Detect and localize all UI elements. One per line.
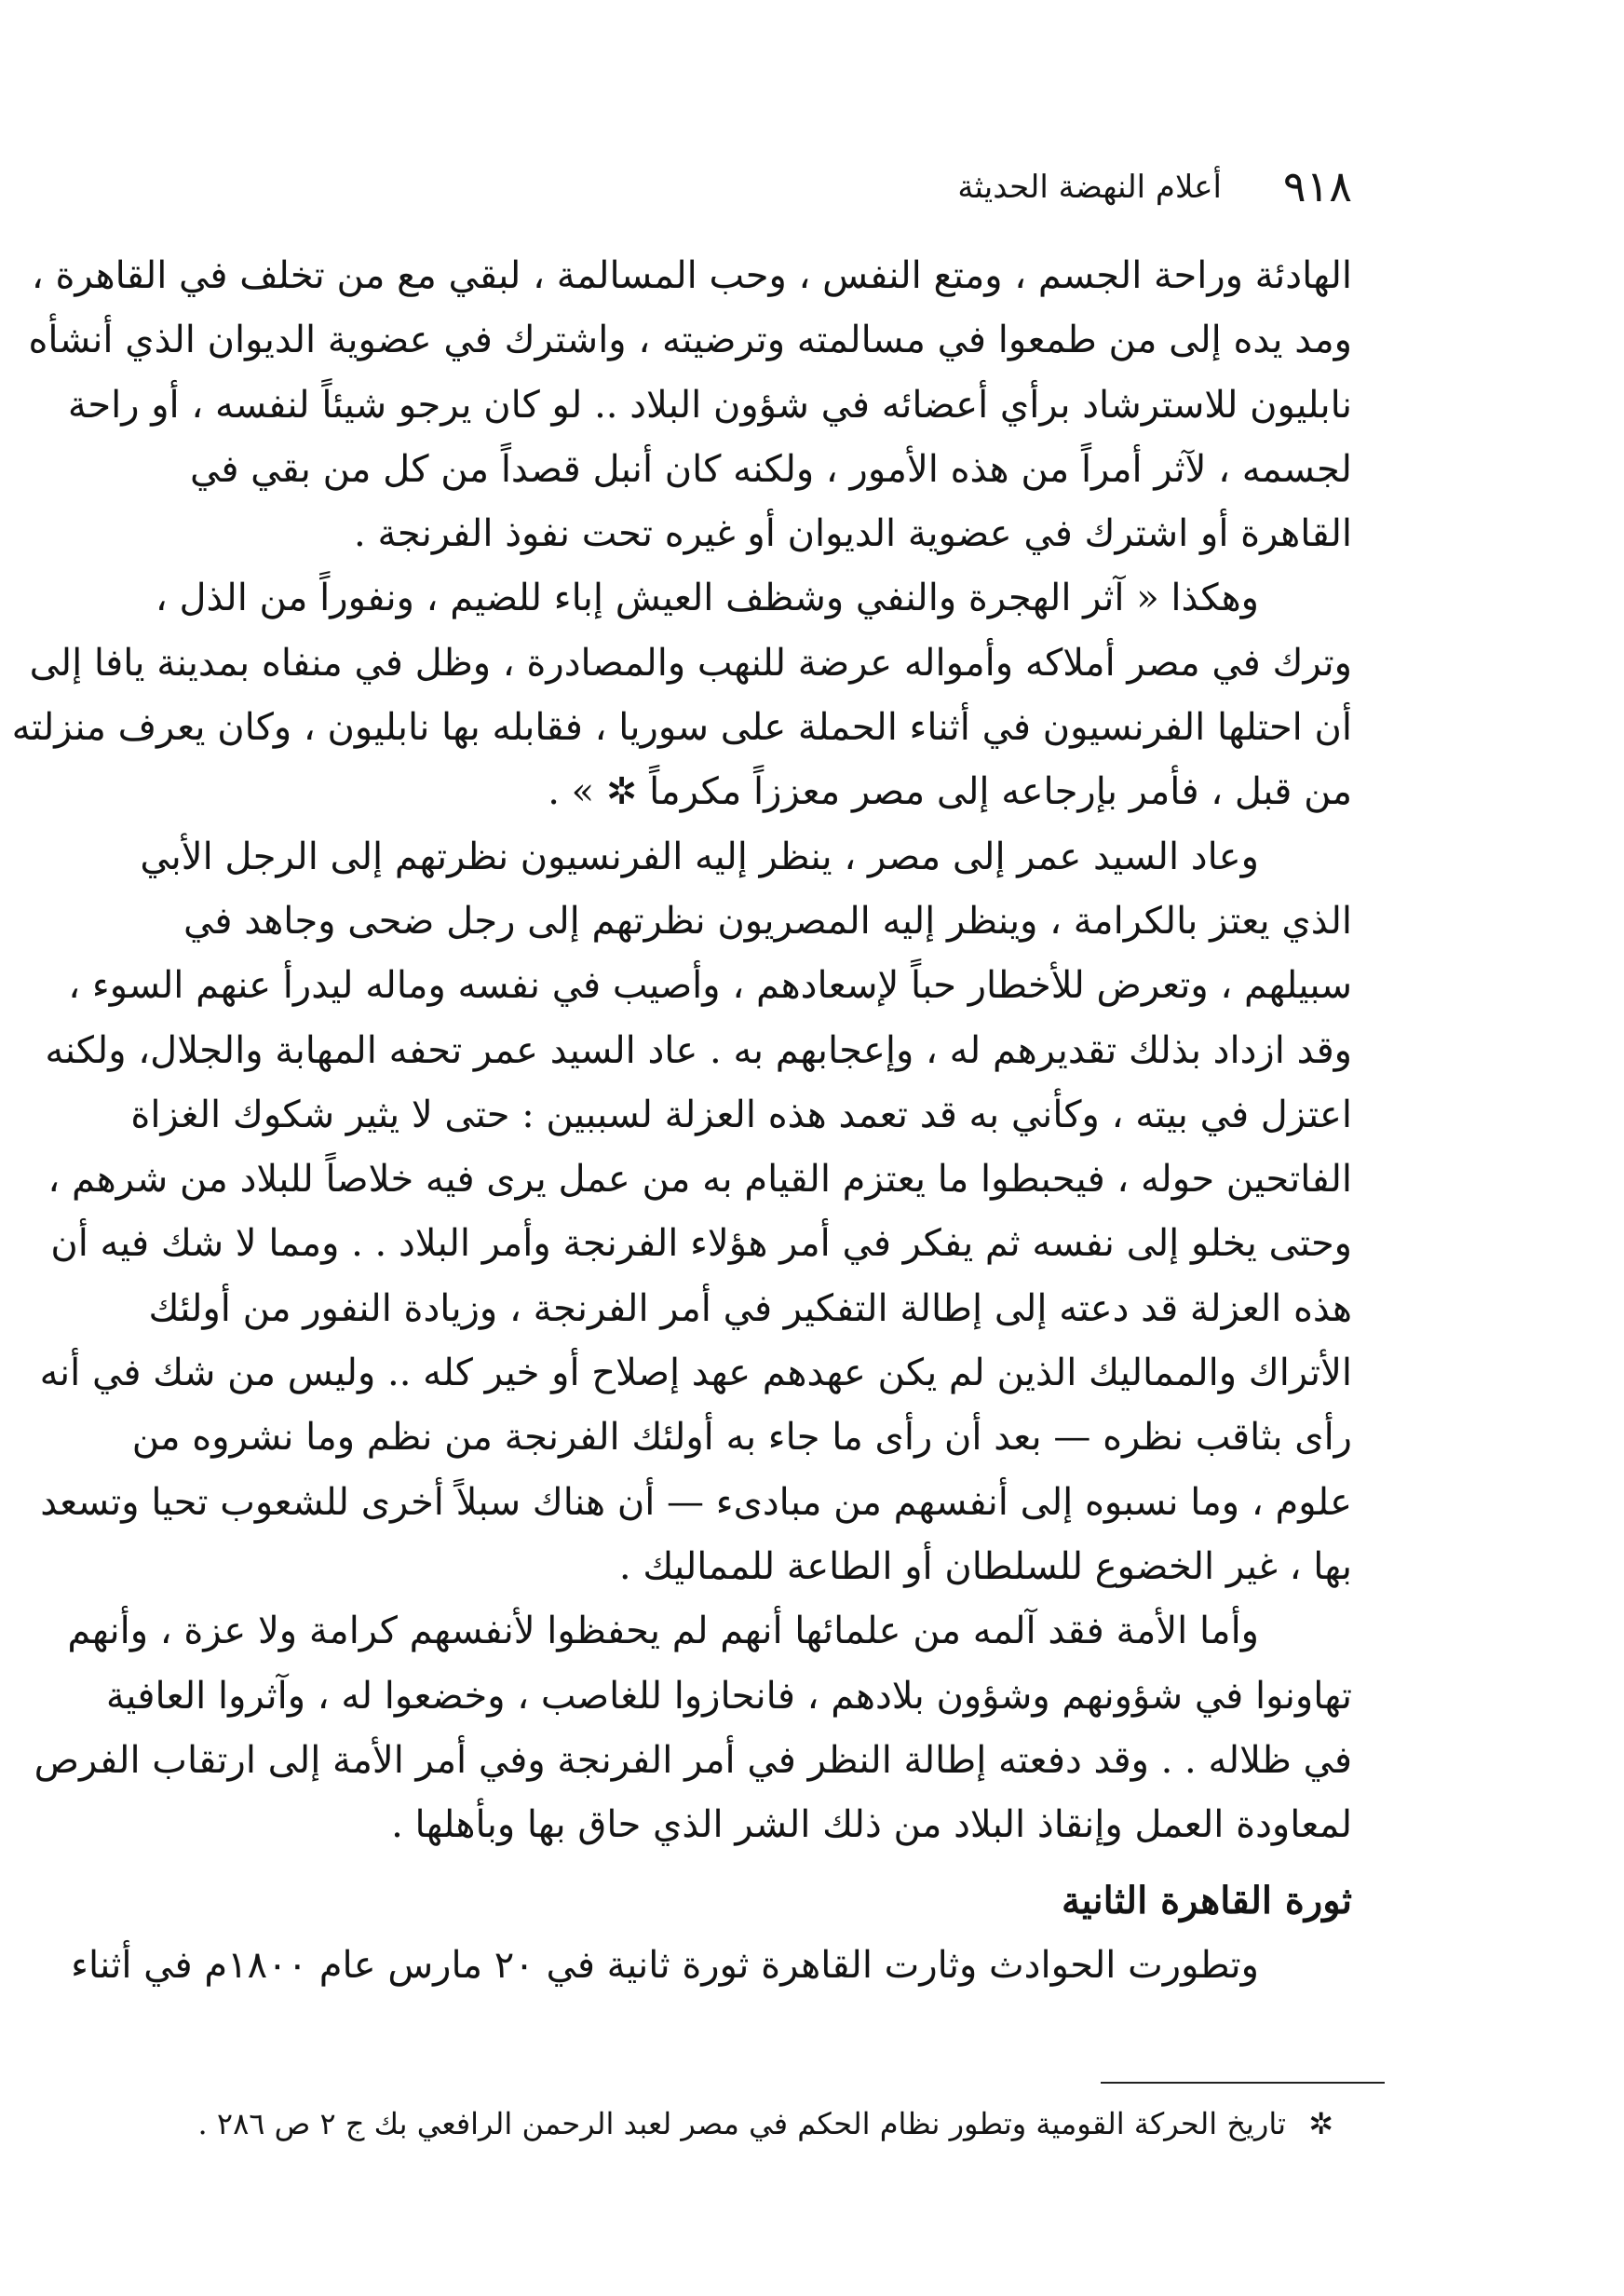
- paragraph: [71, 1934, 1352, 1998]
- footnote-text: تاريخ الحركة القومية وتطور نظام الحكم في مصر لعبد الرحمن الرافعي بك ج ٢ ص ٢٨٦ .: [197, 2106, 1287, 2141]
- page-number: ٩١٨: [1282, 161, 1352, 211]
- paragraph: [34, 1599, 1352, 1857]
- text-line: الهادئة وراحة الجسم ، ومتع النفس ، وحب المسالمة ، لبقي مع من تخلف في القاهرة ،: [31, 254, 1352, 297]
- running-header: [239, 158, 1352, 214]
- text-line: بها ، غير الخضوع للسلطان أو الطاعة للمماليك .: [618, 1544, 1352, 1588]
- text-line: الفاتحين حوله ، فيحبطوا ما يعتزم القيام به من عمل يرى فيه خلاصاً للبلاد من شرهم ،: [47, 1158, 1352, 1202]
- text-line: في ظلاله . . وقد دفعته إطالة النظر في أمر الفرنجة وفي أمر الأمة إلى ارتقاب الفرص: [34, 1738, 1352, 1782]
- paragraph: [28, 244, 1352, 566]
- text-line: رأى بثاقب نظره — بعد أن رأى ما جاء به أولئك الفرنجة من نظم وما نشروه من: [131, 1416, 1352, 1460]
- text-line: نابليون للاسترشاد برأي أعضائه في شؤون البلاد .. لو كان يرجو شيئاً لنفسه ، أو راحة: [67, 383, 1352, 427]
- paragraph: [39, 825, 1352, 1600]
- text-line: وهكذا « آثر الهجرة والنفي وشظف العيش إباء للضيم ، ونفوراً من الذل ،: [155, 577, 1259, 620]
- text-line: ومد يده إلى من طمعوا في مسالمته وترضيته ، واشترك في عضوية الديوان الذي أنشأه: [28, 319, 1352, 362]
- footnote: [197, 2098, 1333, 2150]
- section-heading: ثورة القاهرة الثانية: [1062, 1879, 1352, 1923]
- text-line: وتطورت الحوادث وثارت القاهرة ثورة ثانية في ٢٠ مارس عام ١٨٠٠م في أثناء: [71, 1943, 1259, 1987]
- main-text: [11, 244, 1352, 1998]
- footnote-divider: [1101, 2082, 1385, 2084]
- running-title: أعلام النهضة الحديثة: [957, 169, 1222, 206]
- text-line: القاهرة أو اشترك في عضوية الديوان أو غيره تحت نفوذ الفرنجة .: [354, 512, 1352, 556]
- footnote-marker: ✲: [1308, 2106, 1333, 2141]
- text-line: لمعاودة العمل وإنقاذ البلاد من ذلك الشر الذي حاق بها وبأهلها .: [391, 1803, 1352, 1847]
- text-line: اعتزل في بيته ، وكأني به قد تعمد هذه العزلة لسببين : حتى لا يثير شكوك الغزاة: [130, 1093, 1352, 1136]
- text-line: وأما الأمة فقد آلمه من علمائها أنهم لم يحفظوا لأنفسهم كرامة ولا عزة ، وأنهم: [67, 1610, 1259, 1653]
- text-line: الأتراك والمماليك الذين لم يكن عهدهم عهد إصلاح أو خير كله .. وليس من شك في أنه: [39, 1352, 1352, 1395]
- text-line: علوم ، وما نسبوه إلى أنفسهم من مبادىء — أن هناك سبلاً أخرى للشعوب تحيا وتسعد: [40, 1480, 1352, 1524]
- text-line: من قبل ، فأمر بإرجاعه إلى مصر معززاً مكرماً ✲ » .: [548, 770, 1352, 814]
- text-line: لجسمه ، لآثر أمراً من هذه الأمور ، ولكنه كان أنبل قصداً من كل من بقي في: [189, 447, 1352, 491]
- text-line: وعاد السيد عمر إلى مصر ، ينظر إليه الفرنسيون نظرتهم إلى الرجل الأبي: [140, 835, 1259, 878]
- text-line: الذي يعتز بالكرامة ، وينظر إليه المصريون نظرتهم إلى رجل ضحى وجاهد في: [183, 899, 1352, 943]
- text-line: وحتى يخلو إلى نفسه ثم يفكر في أمر هؤلاء الفرنجة وأمر البلاد . . ومما لا شك فيه أن: [50, 1222, 1352, 1266]
- text-line: تهاونوا في شؤونهم وشؤون بلادهم ، فانحازوا للغاصب ، وخضعوا له ، وآثروا العافية: [105, 1674, 1352, 1718]
- text-line: هذه العزلة قد دعته إلى إطالة التفكير في أمر الفرنجة ، وزيادة النفور من أولئك: [148, 1286, 1352, 1330]
- paragraph: [11, 566, 1352, 824]
- text-line: وقد ازداد بذلك تقديرهم له ، وإعجابهم به . عاد السيد عمر تحفه المهابة والجلال، ولكنه: [45, 1028, 1352, 1072]
- text-line: أن احتلها الفرنسيون في أثناء الحملة على سوريا ، فقابله بها نابليون ، وكان يعرف منزلته: [11, 706, 1352, 750]
- text-line: وترك في مصر أملاكه وأمواله عرضة للنهب والمصادرة ، وظل في منفاه بمدينة يافا إلى: [29, 641, 1352, 685]
- text-line: سبيلهم ، وتعرض للأخطار حباً لإسعادهم ، وأصيب في نفسه وماله ليدرأ عنهم السوء ،: [68, 964, 1352, 1008]
